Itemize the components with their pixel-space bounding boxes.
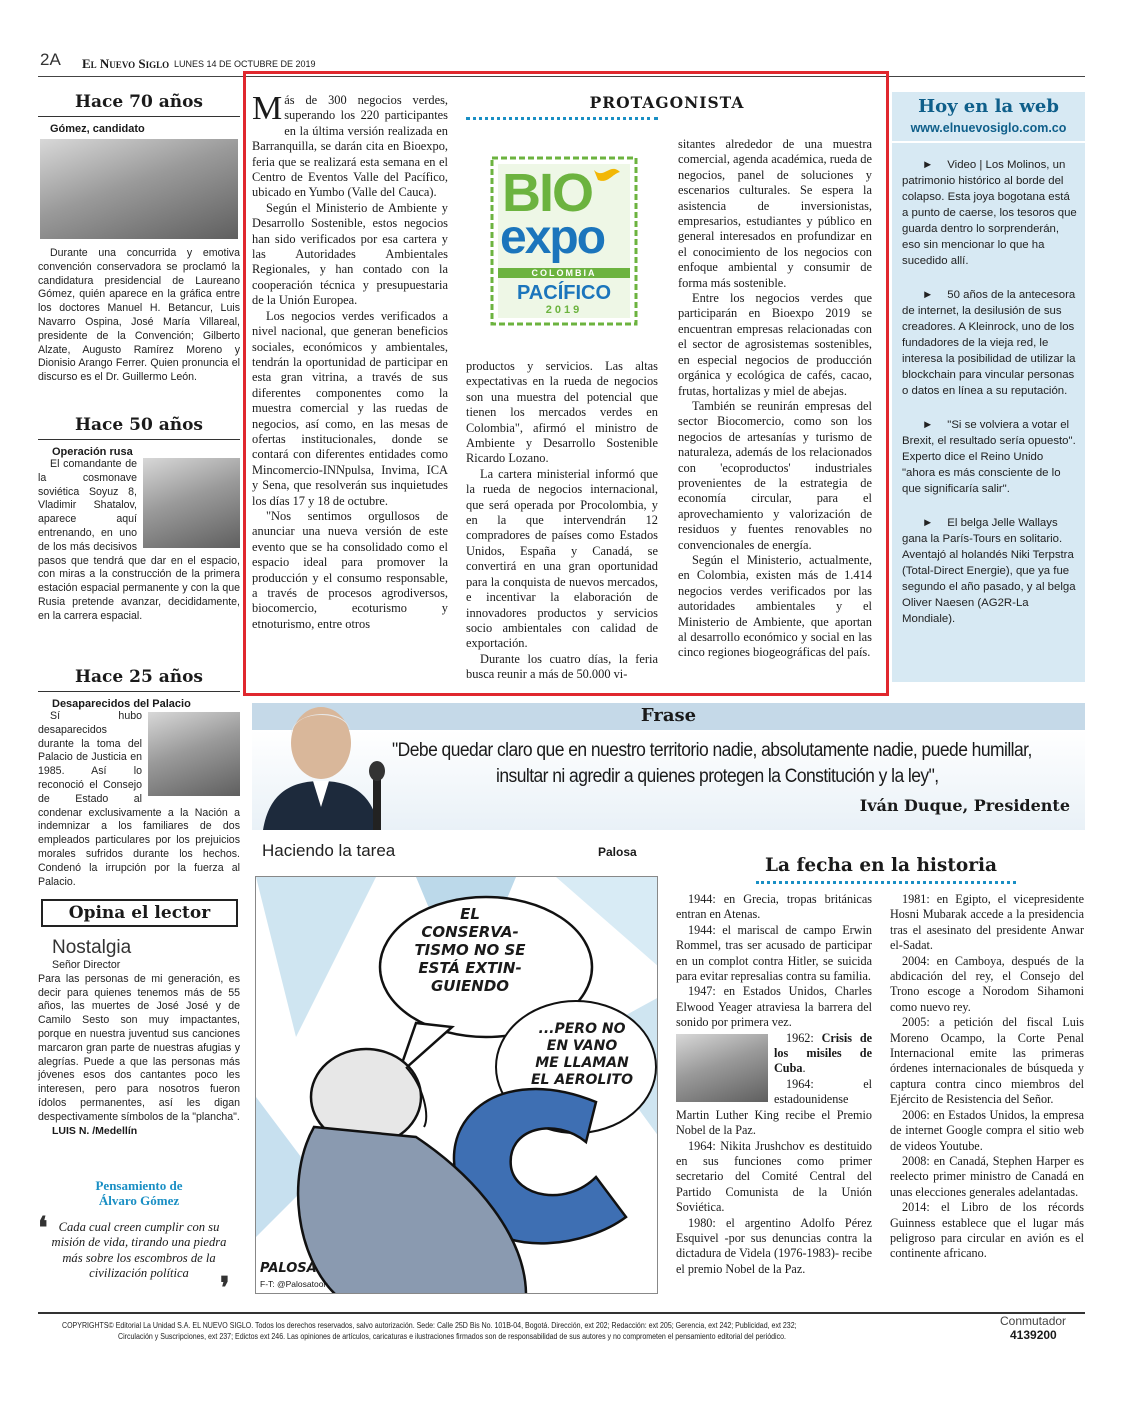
cartoon-credit: F-T: @Palosatoon <box>260 1279 329 1289</box>
newspaper-name: El Nuevo Siglo <box>82 56 170 71</box>
letter-body: Para las personas de mi generación, es decir para quienes tenemos más de 55 años, las muertes de José José y de Camilo Sesto son muy impactantes, porque en nuestra juventud sus canciones marcaron gran parte de nuestras afugias y alegrías. Puede a que las personas más jóvenes esos dos cantantes poco les interesen, pero para nosotros fueron ídolos permanentes, así les digan despectivamente símbolos de la "plancha". <box>38 972 240 1123</box>
web-url[interactable]: www.elnuevosiglo.com.co <box>910 121 1067 135</box>
pensamiento-quote: Cada cual creen cumplir con su misión de vida, tirando una piedra más sobre los escombros de la civilización política <box>51 1220 227 1281</box>
convention-photo <box>40 139 238 239</box>
cartoon-author: Palosa <box>598 845 637 859</box>
missile-crisis-photo <box>676 1034 768 1102</box>
cartoon-signature: PALOSA <box>260 1261 317 1276</box>
close-quote-icon: ❜ <box>220 1272 230 1305</box>
bioexpo-logo <box>484 150 644 332</box>
hace-50-title: Hace 50 años <box>74 415 204 435</box>
conmutador-label: Conmutador <box>1000 1314 1067 1328</box>
play-icon: ► <box>922 289 934 301</box>
logo-bio: BIO <box>502 163 593 223</box>
protagonista-col1: Más de 300 negocios verdes, superando los 220 participantes en la última versión realizada en Barranquilla, se darán cita en Bioexpo, feria que se realizará esta semana en el Centro de Eventos Valle del Pacífico, ubicado en Yumbo (Valle del Cauca). Según el Ministerio de Ambiente y Desarrollo Sostenible, estos negocios han sido verificados por esa cartera y las Autoridades Ambientales Regionales, y han contado con la cooperación técnica y presupuestaria de la Unión Europea. Los negocios verdes verificados a nivel nacional, que generan beneficios sociales, económicos y ambientales, tendrán la oportunidad de participar en esta gran vitrina, a través de sus diferentes componentes como la muestra comercial y las ruedas de negocios, así como, en las mesas de ofertas institucionales, donde se contará con diferentes entidades como Mincomercio-INNpulsa, Invima, ICA y Sena, que resolverán sus inquietudes los días 17 y 18 de octubre. "Nos sentimos orgullosos de anunciar una nueva versión de este evento que se ha consolidado como el espacio ideal para promover la producción y el consumo responsable, a través de procesos agrodiversos, biocomercio, ecoturismo y etnoturismo, entre otros <box>252 90 448 631</box>
hoy-en-la-web-box <box>892 92 1085 682</box>
history-year: 1962: <box>786 1030 814 1045</box>
section-rule <box>38 439 240 440</box>
palace-photo <box>148 712 240 796</box>
edition-date: LUNES 14 DE OCTUBRE DE 2019 <box>174 59 316 69</box>
hace-70-subtitle: Gómez, candidato <box>50 123 145 135</box>
frase-line2: insultar ni agredir a quienes protegen la Constitución y la ley", <box>496 766 939 787</box>
logo-country: COLOMBIA <box>498 268 630 278</box>
web-item[interactable]: ► El belga Jelle Wallays gana la París-Tours en solitario. Aventajó al holandés Niki Terpstra (Total-Direct Energie), que ya fue segundo el año pasado, y al belga Oliver Naesen (AG2R-La Mondiale). <box>902 517 1076 625</box>
open-quote-icon: ❛ <box>38 1212 48 1245</box>
hace-70-body: Durante una concurrida y emotiva convención conservadora se proclamó la candidatura presidencial de Laureano Gómez, quién aparece en la gráfica entre los doctores Manuel H. Betancur, Luis Navarro Ospina, José María Villareal, presidente de la Convención; Gilberto Alzate, Augusto Ramírez Moreno y Dionisio Arango Ferrer. Quien pronuncia el discurso es el Dr. Guillermo León. <box>38 247 240 384</box>
opina-lector-section <box>38 899 240 1137</box>
conmutador-number: 4139200 <box>1010 1328 1057 1342</box>
hace-50-subtitle: Operación rusa <box>52 446 133 458</box>
section-rule <box>38 116 240 117</box>
opina-title: Opina el lector <box>41 899 238 927</box>
speech-bubble-2: ...PERO NO EN VANO ME LLAMAN EL AEROLITO <box>530 1021 634 1088</box>
frase-author: Iván Duque, Presidente <box>859 796 1070 815</box>
cartoon-caption: Haciendo la tarea <box>262 841 396 860</box>
frase-line1: "Debe quedar claro que en nuestro territorio nadie, absolutamente nadie, puede humillar, <box>392 740 1032 761</box>
hace-50-body: El comandante de la cosmonave soviética Soyuz 8, Vladimir Shatalov, aparece aquí entrenando, en uno de los más decisivos pasos que tendrá que dar en el espacio, con miras a la construcción de la primera estación espacial permanente y con la que Rusia pretende avanzar, decididamente, en la carrera espacial. <box>38 458 240 622</box>
letter-headline: Nostalgia <box>52 937 132 958</box>
hace-25-body: Sí hubo desaparecidos durante la toma del Palacio de Justicia en 1985. Así lo reconoció el Consejo de Estado al condenar exclusivamente a la Nación a indemnizar a los familiares de dos empleados particulares por los prejuicios morales sufridos durante los hechos. Condenó la irrupción por la fuerza al Palacio. <box>38 710 240 888</box>
speech-bubble-1: EL CONSERVA- TISMO NO SE ESTÁ EXTIN- GUIENDO <box>414 905 526 995</box>
drop-cap: M <box>252 90 283 127</box>
cosmonaut-photo <box>143 458 240 548</box>
page-number: 2A <box>40 50 61 69</box>
protagonista-title: PROTAGONISTA <box>589 93 745 112</box>
hace-25-title: Hace 25 años <box>74 667 204 687</box>
hace-70-section <box>38 92 240 385</box>
letter-salutation: Señor Director <box>52 959 121 971</box>
hace-25-subtitle: Desaparecidos del Palacio <box>52 698 191 710</box>
footer-rule <box>38 1312 1085 1314</box>
web-title: Hoy en la web <box>918 96 1059 117</box>
historia-col2: 1981: en Egipto, el vicepresidente Hosni Mubarak accede a la presidencia tras el asesinato del presidente Anwar el-Sadat. 2004: en Camboya, después de la abdicación del rey, el Consejo del Trono escoge a Norodom Sihamoni como nuevo rey. 2005: a petición del fiscal Luis Moreno Ocampo, la Corte Penal Internacional emite las primeras órdenes internacionales de búsqueda y captura contra cinco miembros del Ejército de Resistencia del Señor. 2006: en Estados Unidos, la empresa de internet Google compra el sitio web de videos Youtube. 2008: en Canadá, Stephen Harper es reelecto primer ministro de Canadá en unas elecciones generales adelantadas. 2014: el Libro de los récords Guinness establece que el lugar más peligroso para circular en avión es el continente africano. <box>890 892 1084 1261</box>
hace-70-title: Hace 70 años <box>74 92 204 112</box>
logo-region: PACÍFICO <box>516 282 612 304</box>
logo-expo: expo <box>500 211 605 264</box>
hace-25-section <box>38 667 240 889</box>
president-photo <box>255 695 393 830</box>
web-item[interactable]: ► Video | Los Molinos, un patrimonio histórico al borde del colapso. Esta joya bogotana está a punto de caerse, los tesoros que guarda dentro lo sorprenderán, eso sin mencionar lo que ha sucedido allí. <box>902 159 1077 267</box>
pensamiento-title: Pensamiento de Álvaro Gómez <box>95 1178 183 1208</box>
logo-year: 2019 <box>545 304 583 316</box>
web-item[interactable]: ► "Si se volviera a votar el Brexit, el resultado sería opuesto". Experto dice el Reino Unido "ahora es más consciente de lo que significaría salir". <box>902 419 1076 495</box>
cartoon-panel <box>255 876 658 1294</box>
play-icon: ► <box>922 517 934 529</box>
protagonista-col2: productos y servicios. Las altas expectativas en la rueda de negocios son una muestra del potencial que tienen los mercados verdes en Colombia", afirmó el ministro de Ambiente y Desarrollo Sostenible Ricardo Lozano. La cartera ministerial informó que la rueda de negocios internacional, que será operada por Procolombia, y en la que intervendrán 12 compradores de países como Estados Unidos, España y Canadá, se convertirá en una gran oportunidad para la conquista de nuevos mercados, e incentivar la elaboración de innovadores productos y servicios socio ambientales con calidad de exportación. Durante los cuatro días, la feria busca reunir a más de 50.000 vi- <box>466 359 658 682</box>
section-rule <box>38 691 240 692</box>
title-dots <box>466 117 658 120</box>
letter-signature: LUIS N. /Medellín <box>52 1124 138 1137</box>
historia-dots <box>756 881 1016 884</box>
footer-line1: COPYRIGHTS© Editorial La Unidad S.A. EL NUEVO SIGLO. Todos los derechos reservados, salvo autorización. Sede: Calle 25D Bis No. 101B-04, Bogotá. Dirección, ext 202; Redacción: ext 205; Gerencia, ext 242; Publicidad, ext 232; <box>62 1321 797 1330</box>
web-rule <box>892 141 1085 143</box>
play-icon: ► <box>922 159 934 171</box>
footer-line2: Circulación y Suscripciones, ext 237; Edictos ext 246. Las opiniones de artículos, caricaturas e ilustraciones firmados son de responsabilidad de sus autores y no comprometen el pensamiento editorial del periódico. <box>118 1332 786 1341</box>
web-item[interactable]: ► 50 años de la antecesora de internet, la desilusión de sus creadores. A Kleinrock, uno de los fundadores de la vieja red, le interesa la posibilidad de utilizar la blockchain para vincular personas o datos en línea a su reputación. <box>902 289 1076 397</box>
history-highlight: Crisis de los misiles de Cuba <box>774 1030 873 1076</box>
historia-col1: 1944: en Grecia, tropas británicas entran en Atenas. 1944: el mariscal de campo Erwin Rommel, tras ser acusado de participar en un complot contra Hitler, se suicida para evitar represalias contra su familia. 1947: en Estados Unidos, Charles Elwood Yeager atraviesa la barrera del sonido por primera vez. 1962: Crisis de los misiles de Cuba. 1964: el estadounidense Martin Luther King recibe el Premio Nobel de la Paz. 1964: Nikita Jrushchov es destituido en sus funciones como primer secretario del Comité Central del Partido Comunista de la Unión Soviética. 1980: el argentino Adolfo Pérez Esquivel -por sus denuncias contra la dictadura de Videla (1976-1983)- recibe el premio Nobel de la Paz. <box>676 892 873 1276</box>
play-icon: ► <box>922 419 934 431</box>
frase-title: Frase <box>640 705 697 726</box>
protagonista-col3: sitantes alrededor de una muestra comercial, agenda académica, rueda de negocios, panel de soluciones y escenarios culturales. Se espera la asistencia de inversionistas, empresarios, estudiantes y público en general interesados en profundizar en el conocimiento de los negocios con enfoque ambiental y consumir de forma más sostenible. Entre los negocios verdes que participarán en Bioexpo 2019 se encuentran empresas relacionadas con el sector de agrosistemas sostenibles, en especial negocios de producción orgánica y ecológica de cafés, cacao, frutas, hortalizas y miel de abejas. También se reunirán empresas del sector Biocomercio, como son los negocios de artesanías y turismo de naturaleza, además de los relacionados con 'ecoproductos' industriales provenientes de la estrategia de economía circular, para el aprovechamiento y valorización de residuos y fuentes renovables no convencionales de energía. Según el Ministerio, actualmente, en Colombia, existen más de 1.414 negocios verdes verificados por las autoridades ambientales y el Ministerio de Ambiente, que aportan al desarrollo económico y social en las cinco regiones biogeográficas del país. <box>678 137 872 660</box>
pensamiento-section <box>38 1178 240 1305</box>
hace-50-section <box>38 415 240 624</box>
historia-title: La fecha en la historia <box>765 855 997 876</box>
